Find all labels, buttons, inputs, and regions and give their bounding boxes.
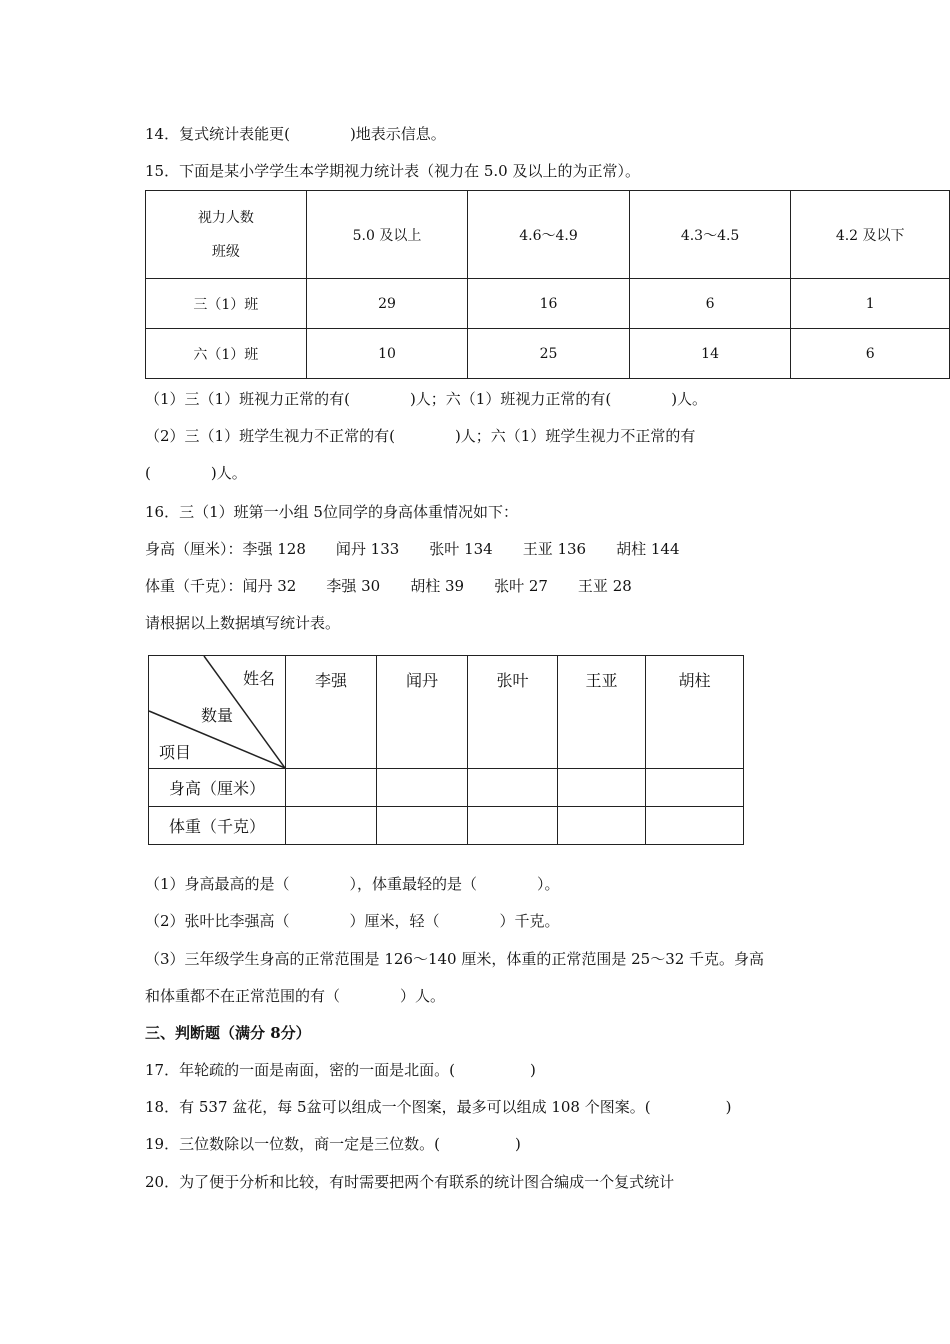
vision-value-cell: 16 [468,279,630,329]
hw-name-header: 李强 [286,656,377,769]
vision-value-cell: 1 [791,279,950,329]
hw-blank-cell [646,807,744,845]
question-15-intro: 15．下面是某小学学生本学期视力统计表（视力在 5.0 及以上的为正常）。 [145,162,640,180]
question-20: 20．为了便于分析和比较，有时需要把两个有联系的统计图合编成一个复式统计 [145,1173,675,1191]
question-16-sub3b: 和体重都不在正常范围的有（ ）人。 [145,987,446,1005]
hw-name-header: 闻丹 [377,656,468,769]
question-15-sub1: （1）三（1）班视力正常的有( )人；六（1）班视力正常的有( )人。 [145,390,708,408]
vision-table [145,190,950,379]
diag-label-name: 姓名 [243,669,276,688]
hw-blank-cell [558,807,646,845]
hw-blank-cell [377,807,468,845]
vision-value-cell: 10 [306,329,468,379]
vision-column-header: 4.2 及以下 [791,191,950,279]
question-19: 19．三位数除以一位数，商一定是三位数。( ) [145,1135,521,1153]
question-16-weights: 体重（千克）：闻丹 32 李强 30 胡柱 39 张叶 27 王亚 28 [145,577,632,595]
vision-corner-top: 视力人数 [197,209,254,226]
vision-column-header: 5.0 及以上 [306,191,468,279]
question-16-heights: 身高（厘米）：李强 128 闻丹 133 张叶 134 王亚 136 胡柱 144 [145,540,680,558]
question-15-sub2a: （2）三（1）班学生视力不正常的有( )人；六（1）班学生视力不正常的有 [145,427,696,445]
question-17: 17．年轮疏的一面是南面，密的一面是北面。( ) [145,1061,536,1079]
vision-class-cell: 六（1）班 [146,329,307,379]
hw-name-header: 胡柱 [646,656,744,769]
question-16-intro: 16．三（1）班第一小组 5位同学的身高体重情况如下： [145,503,518,521]
vision-value-cell: 25 [468,329,630,379]
vision-row [146,279,950,329]
question-16-sub1: （1）身高最高的是（ ），体重最轻的是（ ）。 [145,875,560,893]
height-weight-table [148,655,744,845]
hw-header-row [149,656,744,769]
hw-height-row [149,769,744,807]
vision-column-header: 4.3～4.5 [629,191,791,279]
question-16-sub2: （2）张叶比李强高（ ）厘米，轻（ ）千克。 [145,912,560,930]
diag-label-item: 项目 [159,743,192,762]
vision-corner-bottom: 班级 [211,243,240,260]
hw-blank-cell [558,769,646,807]
question-18: 18．有 537 盆花，每 5盆可以组成一个图案，最多可以组成 108 个图案。( ) [145,1098,732,1116]
vision-row [146,329,950,379]
section-3-title: 三、判断题（满分 8分） [145,1024,311,1042]
hw-blank-cell [286,807,377,845]
hw-diagonal-header [149,656,286,769]
vision-class-cell: 三（1）班 [146,279,307,329]
vision-value-cell: 29 [306,279,468,329]
vision-column-header: 4.6～4.9 [468,191,630,279]
hw-blank-cell [377,769,468,807]
hw-row-label-weight: 体重（千克） [149,807,286,845]
hw-blank-cell [646,769,744,807]
vision-value-cell: 6 [629,279,791,329]
question-15-sub2b: ( )人。 [145,464,247,482]
hw-row-label-height: 身高（厘米） [149,769,286,807]
vision-value-cell: 6 [791,329,950,379]
hw-name-header: 张叶 [468,656,558,769]
hw-weight-row [149,807,744,845]
hw-name-header: 王亚 [558,656,646,769]
vision-header-row [146,191,950,279]
question-14: 14．复式统计表能更( )地表示信息。 [145,125,446,143]
vision-corner-cell [146,191,307,279]
vision-value-cell: 14 [629,329,791,379]
hw-blank-cell [468,769,558,807]
question-16-instruction: 请根据以上数据填写统计表。 [145,614,341,632]
hw-blank-cell [286,769,377,807]
hw-blank-cell [468,807,558,845]
diag-label-quantity: 数量 [201,706,234,725]
question-16-sub3a: （3）三年级学生身高的正常范围是 126～140 厘米，体重的正常范围是 25～32 千克。身高 [145,950,765,968]
